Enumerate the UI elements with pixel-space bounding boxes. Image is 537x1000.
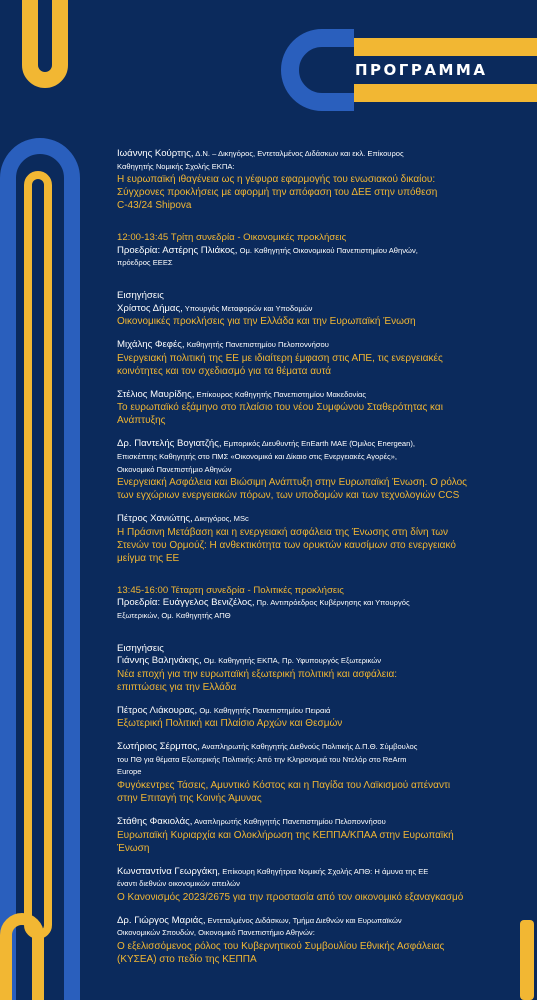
yellow-arch-shape bbox=[6, 919, 38, 1000]
talk-title: Ενεργειακή Ασφάλεια και Βιώσιμη Ανάπτυξη στην Ευρωπαϊκή Ένωση. Ο ρόλος bbox=[117, 477, 467, 489]
session-3-chair-role-cont: πρόεδρος ΕΕΕΣ bbox=[117, 258, 173, 268]
speaker-name: Στέλιος Μαυρίδης, bbox=[117, 388, 195, 400]
speaker-role-cont: Επισκέπτης Καθηγητής στο ΠΜΣ «Οικονομικά και Δίκαιο στις Ενεργειακές Αγορές», bbox=[117, 451, 397, 461]
speaker-role-cont: έναντι διεθνών οικονομικών απειλών bbox=[117, 879, 240, 889]
talk-title: Εξωτερική Πολιτική και Πλαίσιο Αρχών και Θεσμών bbox=[117, 718, 343, 730]
session-4-header bbox=[117, 585, 529, 623]
speaker-block bbox=[117, 866, 529, 904]
talk-title: επιπτώσεις για την Ελλάδα bbox=[117, 681, 237, 693]
blue-c-shape bbox=[290, 38, 354, 102]
speaker-role: Αναπληρωτής Καθηγητής Πανεπιστημίου Πελοποννήσου bbox=[192, 817, 386, 827]
session-3-time: 12:00-13:45 Τρίτη συνεδρία - Οικονομικές προκλήσεις bbox=[117, 232, 347, 244]
header-bar-bottom bbox=[354, 84, 537, 102]
speaker-role: Καθηγητής Πανεπιστημίου Πελοποννήσου bbox=[184, 340, 329, 350]
speaker-role: Ομ. Καθηγητής ΕΚΠΑ, Πρ. Υφυπουργός Εξωτερικών bbox=[201, 656, 382, 666]
speaker-block bbox=[117, 148, 529, 212]
speaker-name: Ιωάννης Κούρτης, bbox=[117, 148, 194, 159]
speaker-name: Κωνσταντίνα Γεωργάκη, bbox=[117, 865, 221, 877]
session-4-talks bbox=[117, 643, 529, 967]
talk-title: Οικονομικές προκλήσεις για την Ελλάδα και την Ευρωπαϊκή Ένωση bbox=[117, 316, 416, 328]
speaker-block bbox=[117, 339, 529, 378]
talk-title: Ένωση bbox=[117, 842, 150, 854]
speaker-role: Εμπορικός Διευθυντής EnEarth ΜΑΕ (Όμιλος Energean), bbox=[221, 439, 415, 449]
speaker-name: Μιχάλης Φεφές, bbox=[117, 339, 185, 351]
talk-title: Στενών του Ορμούζ: Η ανθεκτικότητα των ορυκτών καυσίμων στο ενεργειακό bbox=[117, 539, 456, 551]
session-4-time: 13:45-16:00 Τέταρτη συνεδρία - Πολιτικές προκλήσεις bbox=[117, 584, 344, 596]
blue-pill-shape bbox=[8, 146, 72, 1000]
speaker-name: Πέτρος Χανιώτης, bbox=[117, 513, 193, 525]
session-3-header bbox=[117, 232, 529, 270]
session-3-chair-role: Ομ. Καθηγητής Οικονομικού Πανεπιστημίου Αθηνών, bbox=[237, 245, 418, 255]
session-4-chair-role-cont: Εξωτερικών, Ομ. Καθηγητής ΑΠΘ bbox=[117, 610, 231, 620]
speaker-role: Επίκουρη Καθηγήτρια Νομικής Σχολής ΑΠΘ: Η άμυνα της ΕΕ bbox=[220, 866, 429, 876]
yellow-pill-shape bbox=[28, 175, 48, 935]
talk-title: Η Πράσινη Μετάβαση και η ενεργειακή ασφάλεια της Ένωσης στη δίνη των bbox=[117, 526, 449, 538]
speaker-block bbox=[117, 741, 529, 805]
talk-title: Ο Κανονισμός 2023/2675 για την προστασία από τον οικονομικό εξαναγκασμό bbox=[117, 891, 464, 903]
speaker-block bbox=[117, 816, 529, 855]
speaker-block bbox=[117, 915, 529, 966]
speaker-name: Δρ. Γιώργος Μαριάς, bbox=[117, 914, 206, 926]
speaker-block bbox=[117, 438, 529, 502]
header-bar-top bbox=[354, 38, 537, 56]
talk-title: Ευρωπαϊκή Κυριαρχία και Ολοκλήρωση της ΚΕΠΠΑ/ΚΠΑΑ στην Ευρωπαϊκή bbox=[117, 829, 454, 841]
speaker-role-cont: Καθηγητής Νομικής Σχολής ΕΚΠΑ: bbox=[117, 161, 235, 171]
speaker-role-cont: Οικονομικό Πανεπιστήμιο Αθηνών bbox=[117, 464, 232, 474]
talk-title: C-43/24 Shipova bbox=[117, 200, 192, 212]
session-3-intro: Εισηγήσεις bbox=[117, 289, 164, 301]
page-title: ΠΡΟΓΡΑΜΜΑ bbox=[355, 57, 537, 83]
speaker-name: Σωτήριος Σέρμπος, bbox=[117, 741, 200, 753]
speaker-name: Χρίστος Δήμας, bbox=[117, 302, 183, 314]
speaker-role: Επίκουρος Καθηγητής Πανεπιστημίου Μακεδονίας bbox=[194, 389, 367, 399]
speaker-role: Δικηγόρος, MSc bbox=[192, 514, 249, 524]
talk-title: Η ευρωπαϊκή ιθαγένεια ως η γέφυρα εφαρμογής του ενωσιακού δικαίου: bbox=[117, 174, 436, 186]
talk-title: στην Επιταγή της Κοινής Άμυνας bbox=[117, 793, 262, 805]
talk-title: Ανάπτυξης bbox=[117, 415, 166, 427]
speaker-block bbox=[117, 389, 529, 428]
session-3-chair: Προεδρία: Αστέρης Πλιάκος, bbox=[117, 244, 238, 256]
session-4-list bbox=[117, 655, 529, 966]
talk-title: (ΚΥΣΕΑ) στο πεδίο της ΚΕΠΠΑ bbox=[117, 954, 257, 966]
speaker-role: Ομ. Καθηγητής Πανεπιστημίου Πειραιά bbox=[197, 705, 331, 715]
talk-title: Φυγόκεντρες Τάσεις, Αμυντικό Κόστος και η Παγίδα του Λαϊκισμού απέναντι bbox=[117, 780, 451, 792]
speaker-role: Υπουργός Μεταφορών και Υποδομών bbox=[182, 303, 313, 313]
speaker-name: Δρ. Παντελής Βογιατζής, bbox=[117, 438, 222, 450]
session-3-list bbox=[117, 303, 529, 565]
talk-title: Ο εξελισσόμενος ρόλος του Κυβερνητικού Συμβουλίου Εθνικής Ασφάλειας bbox=[117, 941, 445, 953]
speaker-role: Εντεταλμένος Διδάσκων, Τμήμα Διεθνών και Ευρωπαϊκών bbox=[205, 915, 402, 925]
speaker-role-cont: Οικονομικών Σπουδών, Οικονομικό Πανεπιστήμιο Αθηνών: bbox=[117, 928, 315, 938]
speaker-role: Δ.Ν. – Δικηγόρος, Εντεταλμένος Διδάσκων και εκλ. Επίκουρος bbox=[193, 149, 404, 158]
yellow-u-shape bbox=[30, 0, 60, 80]
talk-title: Το ευρωπαϊκό εξάμηνο στο πλαίσιο του νέου Συμφώνου Σταθερότητας και bbox=[117, 402, 443, 414]
program-content bbox=[117, 148, 529, 977]
speaker-name: Πέτρος Λιάκουρας, bbox=[117, 704, 198, 716]
speaker-block bbox=[117, 513, 529, 565]
speaker-role-cont: του ΠΘ για θέματα Εξωτερικής Πολιτικής: Από την Κληρονομιά του Ντελόρ στο ReArm bbox=[117, 754, 407, 764]
speaker-block bbox=[117, 705, 529, 731]
speaker-block bbox=[117, 303, 529, 329]
talk-title: μείγμα της ΕΕ bbox=[117, 552, 180, 564]
talk-title: Σύγχρονες προκλήσεις με αφορμή την απόφαση του ΔΕΕ στην υπόθεση bbox=[117, 187, 438, 199]
speaker-block bbox=[117, 655, 529, 694]
talk-title: των εγχώριων ενεργειακών πόρων, των υποδομών και των τεχνολογιών CCS bbox=[117, 490, 460, 502]
speaker-role: Αναπληρωτής Καθηγητής Διεθνούς Πολιτικής Δ.Π.Θ. Σύμβουλος bbox=[199, 742, 418, 752]
speaker-name: Στάθης Φακιολάς, bbox=[117, 816, 193, 828]
talk-title: Νέα εποχή για την ευρωπαϊκή εξωτερική πολιτική και ασφάλεια: bbox=[117, 668, 398, 680]
session-4-intro: Εισηγήσεις bbox=[117, 642, 164, 654]
session-3-talks bbox=[117, 290, 529, 565]
session-4-chair-role: Πρ. Αντιπρόεδρος Κυβέρνησης και Υπουργός bbox=[254, 598, 410, 608]
session-4-chair: Προεδρία: Ευάγγελος Βενιζέλος, bbox=[117, 597, 255, 609]
talk-title: κοινότητες και τον σχεδιασμό για τα θέματα αυτά bbox=[117, 365, 332, 377]
talk-title: Ενεργειακή πολιτική της ΕΕ με ιδιαίτερη έμφαση στις ΑΠΕ, τις ενεργειακές bbox=[117, 352, 443, 364]
speaker-role-cont: Europe bbox=[117, 767, 142, 777]
speaker-name: Γιάννης Βαληνάκης, bbox=[117, 655, 202, 667]
